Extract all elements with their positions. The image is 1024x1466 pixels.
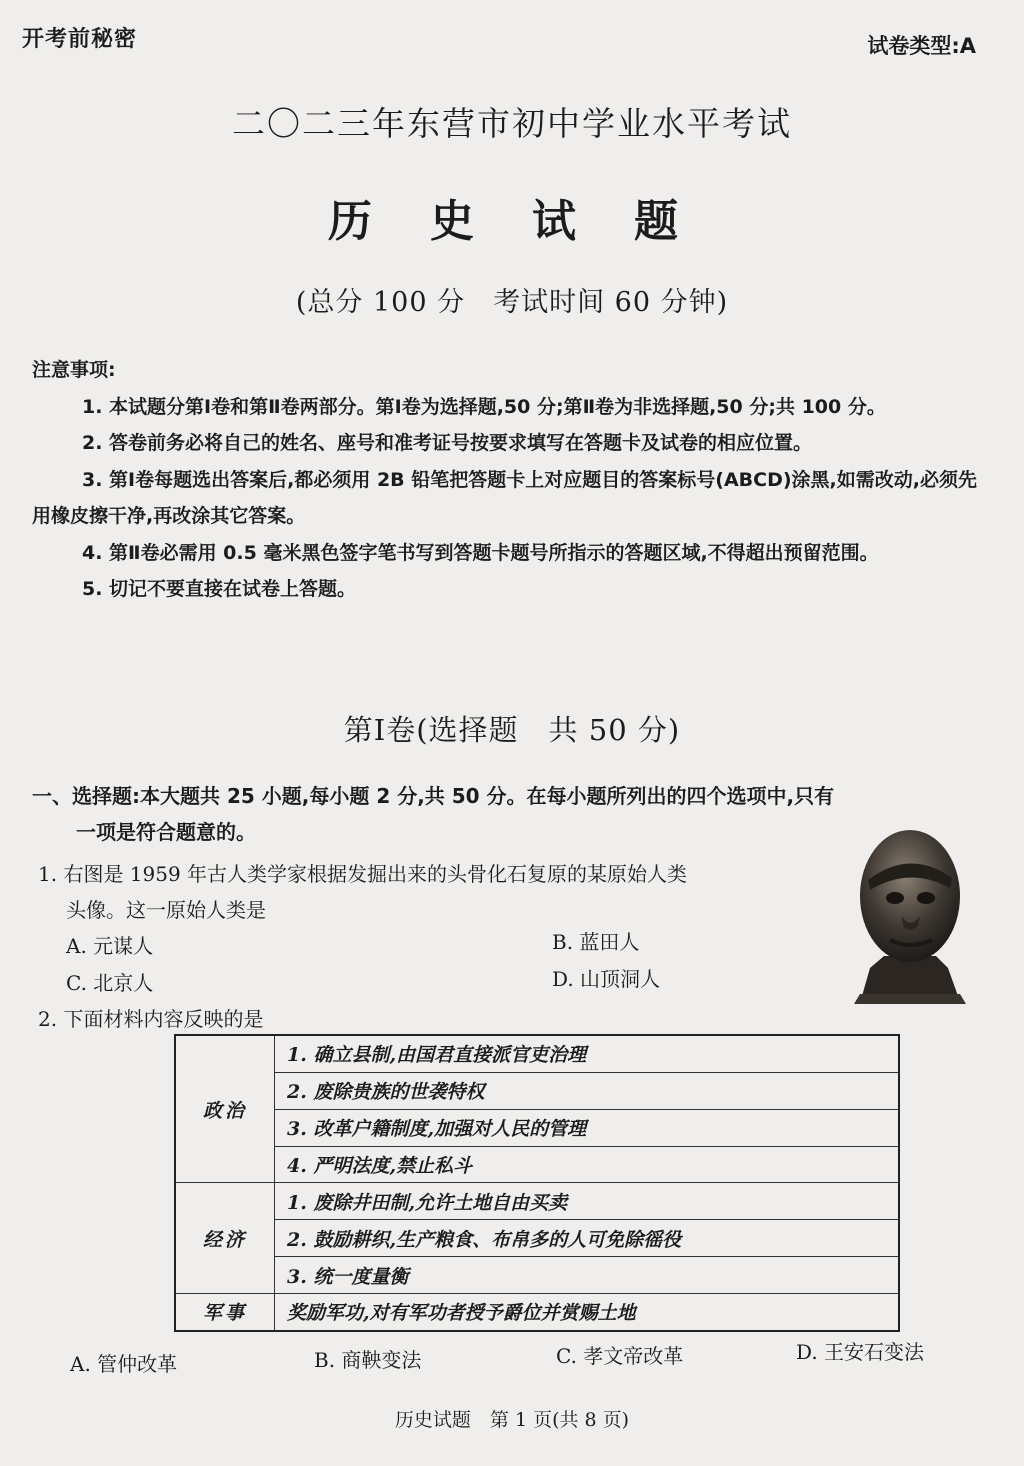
- reform-table: [174, 1034, 900, 1332]
- question-1: [38, 856, 818, 928]
- table-row: [175, 1035, 899, 1072]
- q1-option-c: C. 北京人: [66, 971, 154, 995]
- paper-type: 试卷类型:A: [867, 34, 976, 58]
- category-economy: 经济: [175, 1183, 275, 1293]
- hominid-bust-icon: [840, 818, 980, 1010]
- part-title: 第Ⅰ卷(选择题 共 50 分): [343, 713, 681, 747]
- table-cell: 1. 确立县制,由国君直接派官吏治理: [275, 1035, 900, 1072]
- table-row: [175, 1293, 899, 1331]
- category-military: 军事: [175, 1293, 275, 1331]
- table-cell: 2. 废除贵族的世袭特权: [275, 1072, 900, 1109]
- notes-section: [32, 352, 982, 608]
- score-info: (总分 100 分 考试时间 60 分钟): [295, 287, 729, 318]
- q2-option-b: B. 商鞅变法: [314, 1348, 422, 1372]
- q1-option-d: D. 山顶洞人: [552, 967, 661, 991]
- table-row: [175, 1072, 899, 1109]
- table-cell: 2. 鼓励耕织,生产粮食、布帛多的人可免除徭役: [275, 1220, 900, 1257]
- table-cell: 奖励军功,对有军功者授予爵位并赏赐土地: [275, 1293, 900, 1331]
- table-cell: 3. 统一度量衡: [275, 1257, 900, 1294]
- table-cell: 3. 改革户籍制度,加强对人民的管理: [275, 1109, 900, 1146]
- question-2-stem: 2. 下面材料内容反映的是: [38, 1007, 264, 1031]
- table-row: [175, 1109, 899, 1146]
- page-footer: 历史试题 第 1 页(共 8 页): [394, 1409, 630, 1431]
- section-line: 一、选择题:本大题共 25 小题,每小题 2 分,共 50 分。在每小题所列出的四个选项中,只有: [32, 784, 835, 808]
- table-row: [175, 1146, 899, 1183]
- note-item: 1. 本试题分第Ⅰ卷和第Ⅱ卷两部分。第Ⅰ卷为选择题,50 分;第Ⅱ卷为非选择题,50 分;共 100 分。: [82, 395, 886, 418]
- table-cell: 4. 严明法度,禁止私斗: [275, 1146, 900, 1183]
- question-stem: 1. 右图是 1959 年古人类学家根据发掘出来的头骨化石复原的某原始人类: [38, 862, 688, 886]
- exam-title: 二〇二三年东营市初中学业水平考试: [232, 104, 792, 143]
- q2-option-c: C. 孝文帝改革: [556, 1344, 684, 1368]
- section-line: 一项是符合题意的。: [76, 820, 256, 844]
- category-politics: 政治: [175, 1035, 275, 1183]
- question-stem: 头像。这一原始人类是: [66, 898, 266, 922]
- note-item: 5. 切记不要直接在试卷上答题。: [82, 578, 357, 600]
- table-row: [175, 1257, 899, 1294]
- note-item: 4. 第Ⅱ卷必需用 0.5 毫米黑色签字笔书写到答题卡题号所指示的答题区域,不得超出预留范围。: [82, 541, 879, 564]
- subject-title: 历史试题: [328, 196, 736, 247]
- table-row: [175, 1183, 899, 1220]
- table-row: [175, 1220, 899, 1257]
- table-cell: 1. 废除井田制,允许土地自由买卖: [275, 1183, 900, 1220]
- q2-option-a: A. 管仲改革: [70, 1352, 178, 1376]
- secret-mark: 开考前秘密: [22, 27, 138, 52]
- note-item: 2. 答卷前务必将自己的姓名、座号和准考证号按要求填写在答题卡及试卷的相应位置。: [82, 432, 813, 454]
- q1-option-a: A. 元谋人: [66, 934, 154, 958]
- note-item: 3. 第Ⅰ卷每题选出答案后,都必须用 2B 铅笔把答题卡上对应题目的答案标号(ABCD)涂黑,如需改动,必须先用橡皮擦干净,再改涂其它答案。: [32, 468, 977, 527]
- q2-option-d: D. 王安石变法: [796, 1340, 925, 1364]
- notes-heading: 注意事项:: [32, 359, 116, 381]
- q1-option-b: B. 蓝田人: [552, 930, 640, 954]
